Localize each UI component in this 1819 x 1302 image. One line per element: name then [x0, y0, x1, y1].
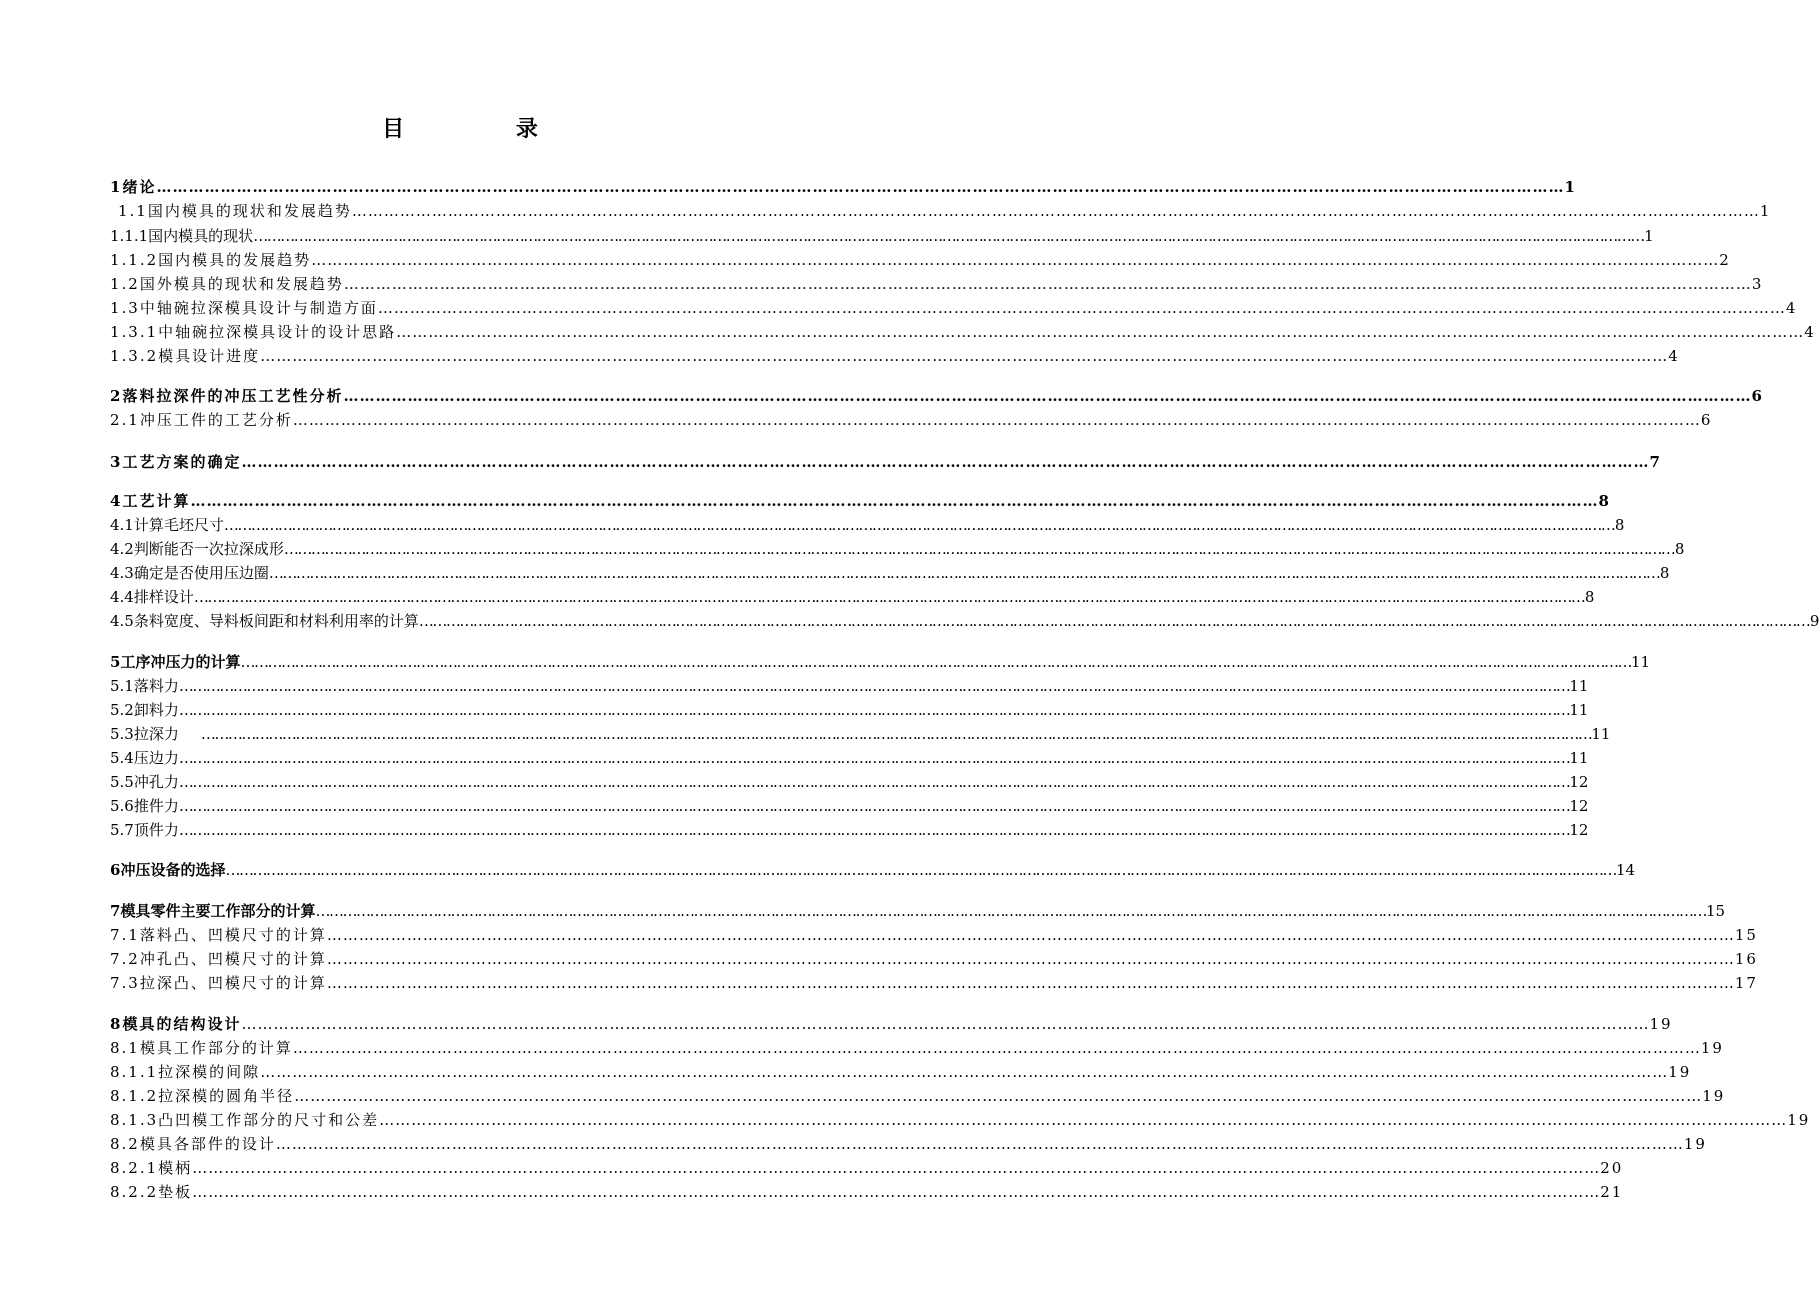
toc-leader	[327, 950, 1735, 968]
toc-entry[interactable]	[110, 409, 1713, 429]
toc-leader	[343, 387, 1751, 405]
toc-leader	[327, 974, 1735, 992]
toc-number: 2	[110, 387, 123, 405]
toc-page: 16	[1734, 950, 1758, 968]
toc-title: 工艺方案的确定	[122, 453, 242, 471]
toc-number: 5.5	[110, 773, 134, 791]
toc-number: 4.1	[110, 516, 134, 534]
toc-page: 15	[1705, 902, 1726, 920]
toc-entry[interactable]	[118, 200, 1772, 220]
toc-title: 模柄	[158, 1159, 193, 1177]
toc-leader	[225, 861, 1616, 879]
toc-title: 凸凹模工作部分的尺寸和公差	[158, 1111, 380, 1129]
toc-number: 5.6	[110, 797, 134, 815]
toc-entry[interactable]	[110, 1109, 1811, 1129]
toc-title: 判断能否一次拉深成形	[133, 540, 284, 558]
toc-page: 4	[1785, 299, 1798, 317]
toc-title: 国外模具的现状和发展趋势	[139, 275, 344, 293]
toc-number: 1.3.2	[110, 347, 159, 365]
toc-page: 7	[1649, 453, 1662, 471]
toc-number: 4.4	[110, 588, 134, 606]
toc-title: 拉深凸、凹模尺寸的计算	[139, 974, 327, 992]
toc-number: 5.1	[110, 677, 134, 695]
toc-entry[interactable]	[110, 924, 1758, 944]
toc-number: 1.1	[118, 202, 148, 220]
toc-leader	[179, 797, 1570, 815]
toc-number: 8.1	[110, 1039, 140, 1057]
toc-number: 8.2.1	[110, 1159, 159, 1177]
toc-number: 7.3	[110, 974, 140, 992]
toc-entry[interactable]	[110, 948, 1758, 968]
toc-number: 5.4	[110, 749, 134, 767]
toc-number: 8.1.3	[110, 1111, 159, 1129]
toc-entry[interactable]	[110, 1085, 1726, 1105]
toc-page: 11	[1591, 725, 1611, 743]
toc-page: 2	[1719, 251, 1731, 269]
toc-title: 冲孔力	[133, 773, 179, 791]
toc-title: 绪论	[122, 178, 157, 196]
toc-leader	[260, 347, 1668, 365]
toc-entry[interactable]	[110, 451, 1662, 471]
toc-title: 落料凸、凹模尺寸的计算	[139, 926, 327, 944]
toc-page: 17	[1734, 974, 1758, 992]
toc-entry[interactable]	[110, 819, 1589, 839]
toc-page: 19	[1702, 1087, 1726, 1105]
toc-entry[interactable]	[110, 345, 1680, 365]
toc-title: 拉深模的圆角半径	[158, 1087, 295, 1105]
toc-page: 19	[1683, 1135, 1707, 1153]
toc-leader	[352, 202, 1760, 220]
toc-entry[interactable]	[110, 723, 1611, 743]
toc-entry[interactable]	[110, 1133, 1707, 1153]
toc-page: 4	[1804, 323, 1816, 341]
toc-number: 6	[110, 861, 121, 879]
toc-entry[interactable]	[110, 651, 1651, 671]
toc-title: 压边力	[133, 749, 179, 767]
toc-leader	[192, 1183, 1600, 1201]
toc-entry[interactable]	[110, 699, 1589, 719]
toc-leader	[294, 1087, 1702, 1105]
toc-title: 冲压设备的选择	[120, 861, 226, 879]
page-title: 目 录	[382, 116, 590, 142]
toc-title: 模具的结构设计	[122, 1015, 242, 1033]
toc-leader	[253, 227, 1644, 245]
toc-leader	[194, 588, 1585, 606]
toc-page: 8	[1614, 516, 1625, 534]
toc-entry[interactable]	[110, 675, 1589, 695]
toc-entry[interactable]	[110, 1037, 1724, 1057]
toc-leader	[378, 299, 1786, 317]
toc-number: 1.2	[110, 275, 140, 293]
toc-number: 8.2	[110, 1135, 140, 1153]
toc-leader	[276, 1135, 1684, 1153]
toc-entry[interactable]	[110, 225, 1654, 245]
toc-leader	[260, 1063, 1668, 1081]
toc-title: 模具工作部分的计算	[139, 1039, 293, 1057]
toc-title: 中轴碗拉深模具设计与制造方面	[139, 299, 378, 317]
toc-leader	[192, 1159, 1600, 1177]
toc-leader	[179, 821, 1570, 839]
toc-entry[interactable]	[110, 538, 1685, 558]
toc-entry[interactable]	[110, 321, 1816, 341]
toc-entry[interactable]	[110, 297, 1798, 317]
toc-number: 1	[110, 178, 123, 196]
toc-title: 冲压工件的工艺分析	[139, 411, 293, 429]
toc-page: 9	[1809, 612, 1819, 630]
toc-entry[interactable]	[110, 385, 1764, 405]
toc-entry[interactable]	[110, 273, 1764, 293]
toc-leader	[284, 540, 1675, 558]
toc-leader	[190, 492, 1598, 510]
toc-number: 4.3	[110, 564, 134, 582]
toc-title: 工艺计算	[122, 492, 191, 510]
toc-number: 8.1.2	[110, 1087, 159, 1105]
toc-page: 19	[1649, 1015, 1673, 1033]
toc-number: 8	[110, 1015, 123, 1033]
toc-title: 国内模具的发展趋势	[158, 251, 312, 269]
toc-entry[interactable]	[110, 900, 1726, 920]
toc-number: 2.1	[110, 411, 140, 429]
toc-number: 5	[110, 653, 121, 671]
toc-entry[interactable]	[110, 1013, 1673, 1033]
toc-number: 8.2.2	[110, 1183, 159, 1201]
toc-page: 6	[1751, 387, 1764, 405]
toc-number: 8.1.1	[110, 1063, 159, 1081]
toc-title: 卸料力	[133, 701, 179, 719]
toc-page: 11	[1630, 653, 1651, 671]
toc-page: 19	[1787, 1111, 1811, 1129]
toc-number: 1.3.1	[110, 323, 159, 341]
toc-title: 工序冲压力的计算	[120, 653, 241, 671]
toc-page: 8	[1598, 492, 1611, 510]
toc-leader	[179, 773, 1570, 791]
toc-leader	[269, 564, 1660, 582]
toc-title: 条料宽度、导料板间距和材料利用率的计算	[133, 612, 419, 630]
toc-number: 7.1	[110, 926, 140, 944]
toc-leader	[179, 677, 1570, 695]
toc-entry[interactable]	[110, 771, 1589, 791]
toc-entry[interactable]	[110, 1181, 1624, 1201]
toc-leader	[293, 1039, 1701, 1057]
toc-page: 8	[1674, 540, 1685, 558]
toc-title: 计算毛坯尺寸	[133, 516, 224, 534]
toc-page: 15	[1734, 926, 1758, 944]
toc-leader	[293, 411, 1701, 429]
toc-leader	[379, 1111, 1787, 1129]
toc-entry[interactable]	[110, 249, 1731, 269]
toc-leader	[419, 612, 1810, 630]
toc-number: 1.1.1	[110, 227, 149, 245]
toc-page: 21	[1600, 1183, 1624, 1201]
toc-title: 推件力	[133, 797, 179, 815]
toc-entry[interactable]	[110, 972, 1758, 992]
toc-page: 1	[1564, 178, 1577, 196]
toc-title: 模具零件主要工作部分的计算	[120, 902, 316, 920]
toc-entry[interactable]	[110, 1157, 1624, 1177]
toc-number: 7	[110, 902, 121, 920]
toc-leader	[311, 251, 1719, 269]
toc-leader	[241, 453, 1649, 471]
toc-title: 顶件力	[133, 821, 179, 839]
toc-page: 3	[1751, 275, 1764, 293]
toc-number: 4.2	[110, 540, 134, 558]
toc-entry[interactable]	[110, 490, 1611, 510]
toc-entry[interactable]	[110, 795, 1589, 815]
toc-number: 5.3	[110, 725, 134, 743]
toc-page: 12	[1569, 821, 1589, 839]
toc-title: 国内模具的现状	[148, 227, 254, 245]
toc-page: 19	[1700, 1039, 1724, 1057]
toc-entry[interactable]	[110, 610, 1819, 630]
toc-number: 3	[110, 453, 123, 471]
toc-page: 20	[1600, 1159, 1624, 1177]
toc-title: 落料拉深件的冲压工艺性分析	[122, 387, 344, 405]
toc-title: 垫板	[158, 1183, 193, 1201]
toc-entry[interactable]	[110, 859, 1636, 879]
toc-leader	[179, 749, 1570, 767]
toc-leader	[344, 275, 1752, 293]
toc-title: 排样设计	[133, 588, 194, 606]
toc-title: 落料力	[133, 677, 179, 695]
toc-number: 5.2	[110, 701, 134, 719]
toc-title: 模具各部件的设计	[139, 1135, 276, 1153]
toc-title: 确定是否使用压边圈	[133, 564, 269, 582]
toc-entry[interactable]	[110, 1061, 1692, 1081]
toc-entry[interactable]	[110, 514, 1625, 534]
toc-page: 14	[1615, 861, 1636, 879]
toc-page: 1	[1759, 202, 1772, 220]
toc-title: 冲孔凸、凹模尺寸的计算	[139, 950, 327, 968]
toc-number: 4.5	[110, 612, 134, 630]
toc-leader	[179, 701, 1570, 719]
toc-leader	[396, 323, 1804, 341]
toc-title: 拉深力	[133, 725, 179, 743]
toc-number: 4	[110, 492, 123, 510]
toc-title: 拉深模的间隙	[158, 1063, 261, 1081]
toc-page: 11	[1569, 749, 1589, 767]
toc-page: 11	[1569, 677, 1589, 695]
toc-page: 11	[1569, 701, 1589, 719]
toc-leader	[241, 1015, 1649, 1033]
toc-number: 7.2	[110, 950, 140, 968]
toc-page: 8	[1584, 588, 1595, 606]
toc-leader	[315, 902, 1706, 920]
toc-page: 6	[1700, 411, 1713, 429]
toc-entry[interactable]	[110, 747, 1589, 767]
toc-page: 8	[1659, 564, 1670, 582]
toc-leader	[327, 926, 1735, 944]
toc-number: 5.7	[110, 821, 134, 839]
toc-title: 国内模具的现状和发展趋势	[147, 202, 352, 220]
toc-entry[interactable]	[110, 562, 1670, 582]
toc-page: 12	[1569, 773, 1589, 791]
toc-leader	[156, 178, 1564, 196]
toc-leader	[201, 725, 1592, 743]
toc-entry[interactable]	[110, 586, 1595, 606]
toc-title: 模具设计进度	[158, 347, 261, 365]
toc-page: 4	[1668, 347, 1680, 365]
toc-page: 12	[1569, 797, 1589, 815]
toc-leader	[240, 653, 1631, 671]
toc-page: 19	[1668, 1063, 1692, 1081]
toc-leader	[224, 516, 1615, 534]
toc-title: 中轴碗拉深模具设计的设计思路	[158, 323, 397, 341]
toc-number: 1.3	[110, 299, 140, 317]
toc-entry[interactable]	[110, 176, 1577, 196]
toc-page: 1	[1644, 227, 1654, 245]
toc-number: 1.1.2	[110, 251, 159, 269]
